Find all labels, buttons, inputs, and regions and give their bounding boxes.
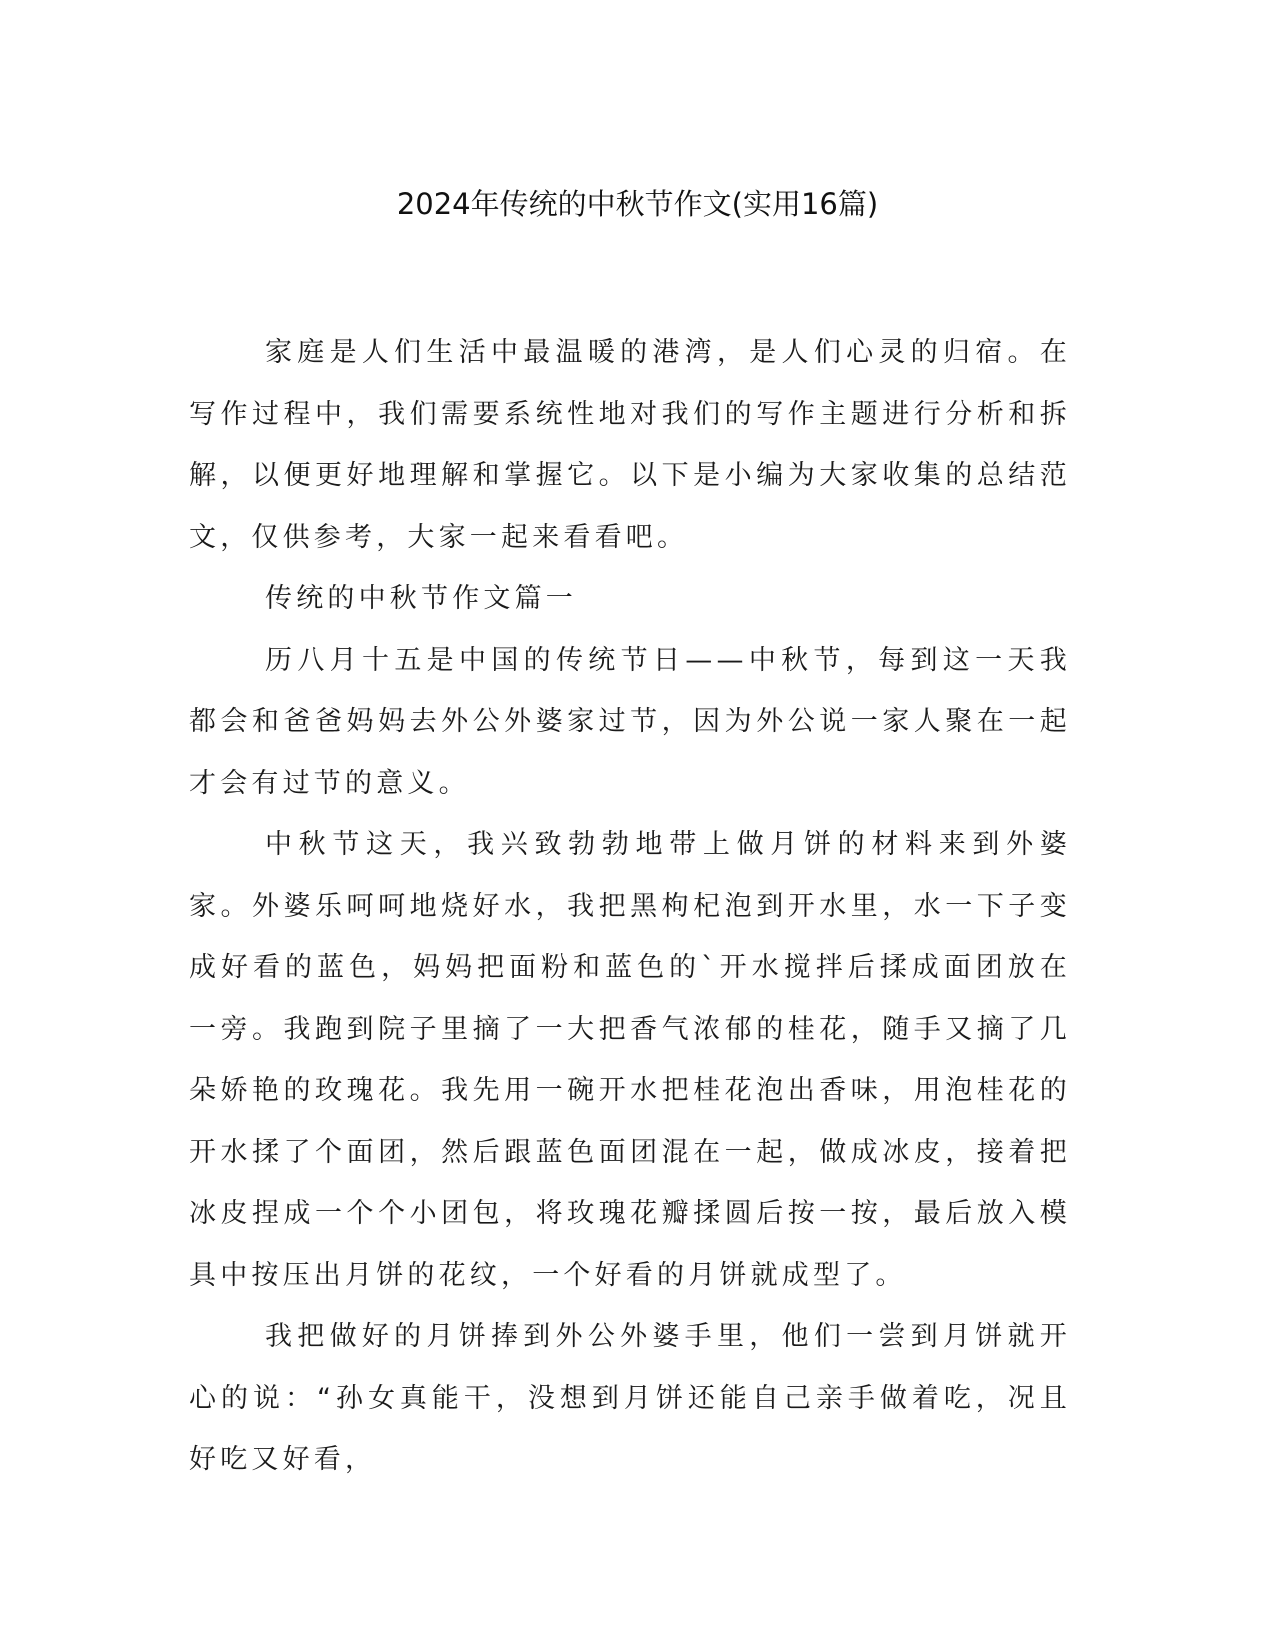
body-paragraph: 我把做好的月饼捧到外公外婆手里，他们一尝到月饼就开心的说：“孙女真能干，没想到月饼还能自己亲手做着吃，况且好吃又好看， — [189, 1321, 1071, 1475]
body-paragraph: 中秋节这天，我兴致勃勃地带上做月饼的材料来到外婆家。外婆乐呵呵地烧好水，我把黑枸杞泡到开水里，水一下子变成好看的蓝色，妈妈把面粉和蓝色的`开水搅拌后揉成面团放在一旁。我跑到院子里摘了一大把香气浓郁的桂花，随手又摘了几朵娇艳的玫瑰花。我先用一碗开水把桂花泡出香味，用泡桂花的开水揉了个面团，然后跟蓝色面团混在一起，做成冰皮，接着把冰皮捏成一个个小团包，将玫瑰花瓣揉圆后按一按，最后放入模具中按压出月饼的花纹，一个好看的月饼就成型了。 — [189, 829, 1071, 1291]
document-title: 2024年传统的中秋节作文(实用16篇) — [396, 187, 879, 221]
intro-paragraph: 家庭是人们生活中最温暖的港湾，是人们心灵的归宿。在写作过程中，我们需要系统性地对我们的写作主题进行分析和拆解，以便更好地理解和掌握它。以下是小编为大家收集的总结范文，仅供参考，大家一起来看看吧。 — [189, 337, 1071, 553]
document-body — [189, 322, 1071, 1491]
body-paragraph: 历八月十五是中国的传统节日——中秋节，每到这一天我都会和爸爸妈妈去外公外婆家过节，因为外公说一家人聚在一起才会有过节的意义。 — [189, 644, 1071, 799]
section-heading: 传统的中秋节作文篇一 — [265, 583, 577, 614]
